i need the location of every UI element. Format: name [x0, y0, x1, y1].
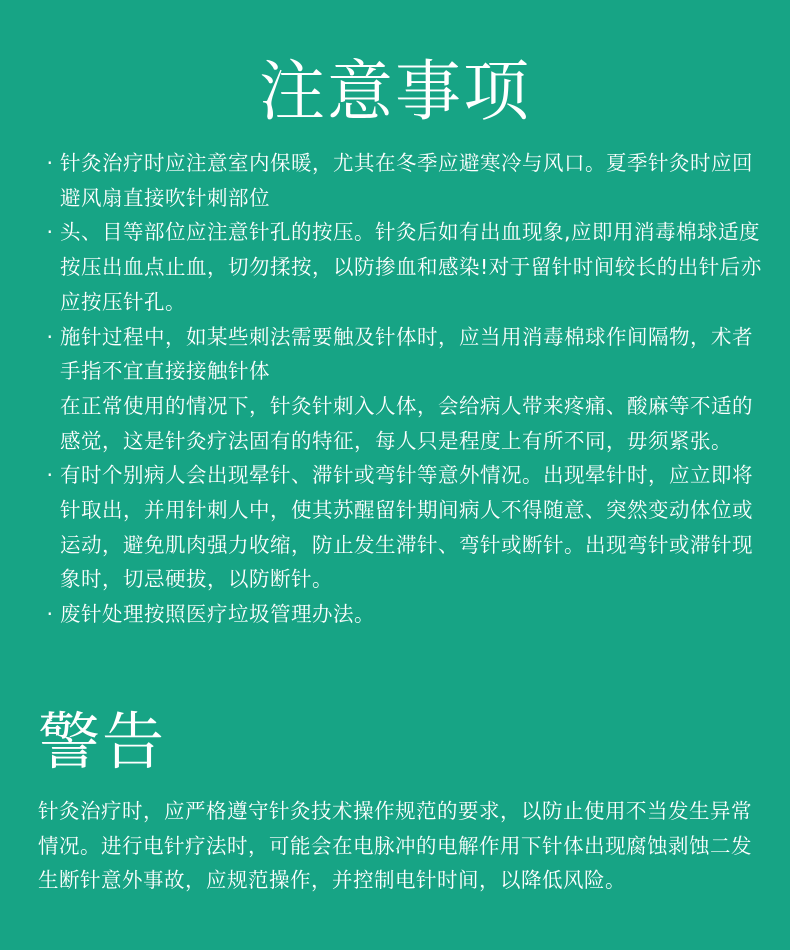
- note-item: [40, 320, 770, 389]
- warning-title: 警告: [38, 705, 167, 778]
- warning-text: 针灸治疗时，应严格遵守针灸技术操作规范的要求，以防止使用不当发生异常情况。进行电针疗法时，可能会在电脉冲的电解作用下针体出现腐蚀剥蚀二发生断针意外事故，应规范操作，并控制电针时间，以降低风险。: [38, 799, 752, 892]
- note-text: 有时个别病人会出现晕针、滞针或弯针等意外情况。出现晕针时，应立即将针取出，并用针刺人中，使其苏醒留针期间病人不得随意、突然变动体位或运动，避免肌肉强力收缩，防止发生滞针、弯针或断针。出现弯针或滞针现象时，切忌硬拔，以防断针。: [60, 463, 753, 592]
- note-item: [40, 458, 770, 597]
- notes-list: [40, 146, 770, 632]
- bullet-icon: ·: [46, 324, 54, 349]
- note-paragraph: [40, 389, 770, 458]
- note-text: 针灸治疗时应注意室内保暖，尤其在冬季应避寒冷与风口。夏季针灸时应回避风扇直接吹针刺部位: [60, 151, 753, 210]
- note-item: [40, 215, 770, 319]
- note-text: 废针处理按照医疗垃圾管理办法。: [60, 602, 375, 627]
- page-title: 注意事项: [259, 53, 531, 130]
- bullet-icon: ·: [46, 463, 54, 488]
- note-text: 在正常使用的情况下，针灸针刺入人体，会给病人带来疼痛、酸麻等不适的感觉，这是针灸疗法固有的特征，每人只是程度上有所不同，毋须紧张。: [60, 393, 753, 453]
- note-text: 头、目等部位应注意针孔的按压。针灸后如有出血现象,应即用消毒棉球适度按压出血点止血，切勿揉按，以防掺血和感染!对于留针时间较长的出针后亦应按压针孔。: [60, 220, 762, 314]
- bullet-icon: ·: [46, 151, 54, 175]
- note-text: 施针过程中，如某些刺法需要触及针体时，应当用消毒棉球作间隔物，术者手指不宜直接接触针体: [60, 324, 753, 384]
- note-item: [40, 597, 770, 632]
- bullet-icon: ·: [46, 602, 54, 627]
- bullet-icon: ·: [46, 220, 54, 245]
- note-item: [40, 146, 770, 215]
